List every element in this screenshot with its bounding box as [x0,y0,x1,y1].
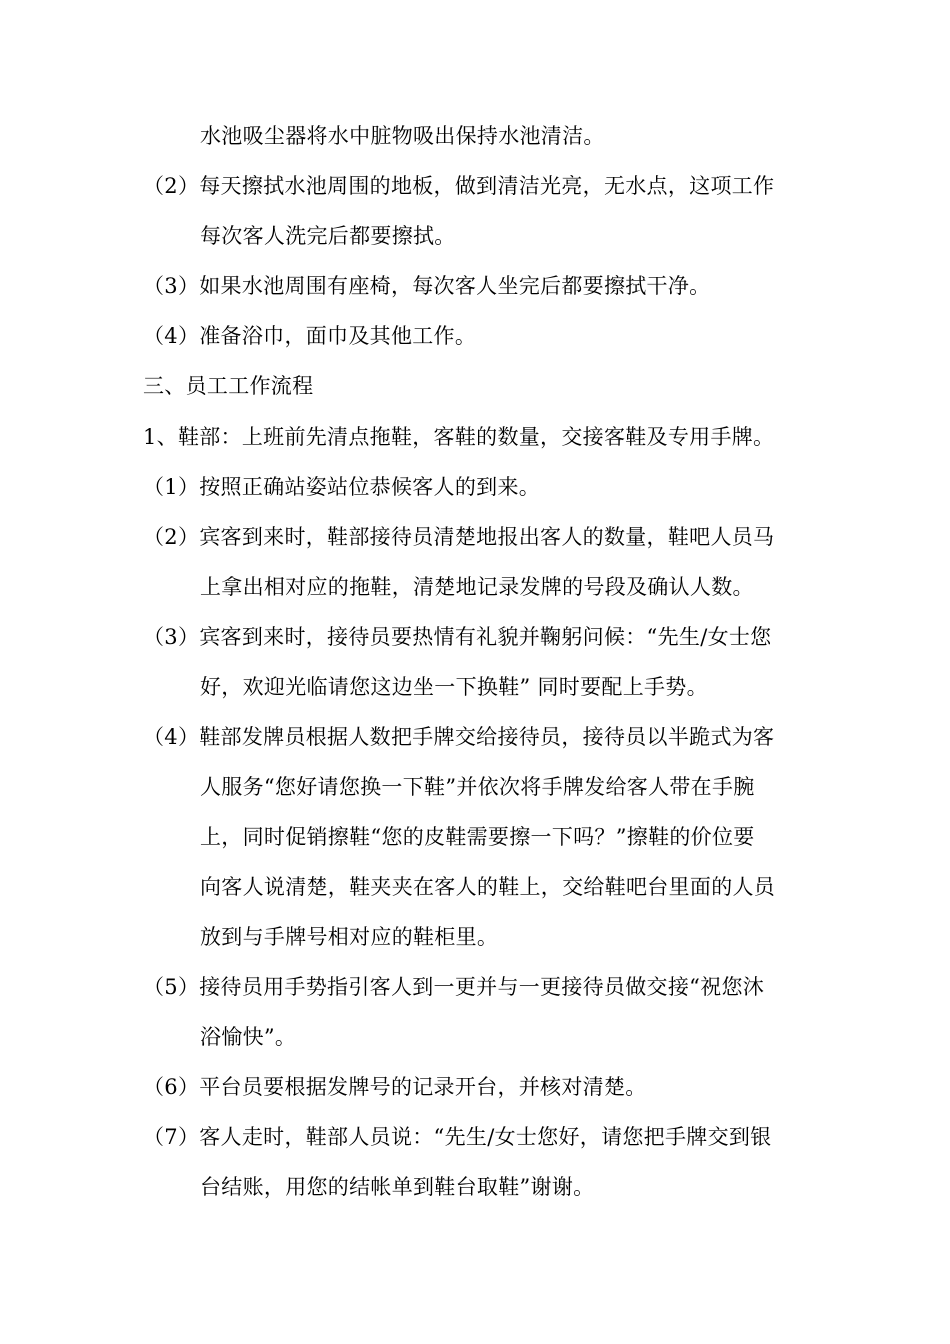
list-item-2: （2）每天擦拭水池周围的地板，做到清洁光亮，无水点，这项工作 [143,174,775,198]
paragraph-line: 上拿出相对应的拖鞋，清楚地记录发牌的号段及确认人数。 [200,575,754,599]
paragraph-line: 放到与手牌号相对应的鞋柜里。 [200,925,499,949]
subsection-heading: 1、鞋部：上班前先清点拖鞋，客鞋的数量，交接客鞋及专用手牌。 [143,425,775,449]
paragraph-line: 每次客人洗完后都要擦拭。 [200,224,456,248]
paragraph-line: 向客人说清楚，鞋夹夹在客人的鞋上，交给鞋吧台里面的人员 [200,875,776,899]
paragraph-line: 上，同时促销擦鞋“您的皮鞋需要擦一下吗？”擦鞋的价位要 [200,825,755,849]
paragraph-line: 台结账，用您的结帐单到鞋台取鞋”谢谢。 [200,1175,595,1199]
paragraph-line: 浴愉快”。 [200,1025,297,1049]
list-item-3: （3）宾客到来时，接待员要热情有礼貌并鞠躬问候：“先生/女士您 [143,625,772,649]
list-item-7: （7）客人走时，鞋部人员说：“先生/女士您好，请您把手牌交到银 [143,1125,772,1149]
paragraph-line: 人服务“您好请您换一下鞋”并依次将手牌发给客人带在手腕 [200,775,755,799]
paragraph-line: 好，欢迎光临请您这边坐一下换鞋” 同时要配上手势。 [200,675,708,699]
list-item-4: （4）鞋部发牌员根据人数把手牌交给接待员，接待员以半跪式为客 [143,725,775,749]
list-item-5: （5）接待员用手势指引客人到一更并与一更接待员做交接“祝您沐 [143,975,765,999]
list-item-3: （3）如果水池周围有座椅，每次客人坐完后都要擦拭干净。 [143,274,711,298]
paragraph-line: 水池吸尘器将水中脏物吸出保持水池清洁。 [200,124,605,148]
section-heading: 三、员工工作流程 [143,374,314,398]
list-item-1: （1）按照正确站姿站位恭候客人的到来。 [143,475,541,499]
list-item-2: （2）宾客到来时，鞋部接待员清楚地报出客人的数量，鞋吧人员马 [143,525,775,549]
list-item-6: （6）平台员要根据发牌号的记录开台，并核对清楚。 [143,1075,647,1099]
list-item-4: （4）准备浴巾，面巾及其他工作。 [143,324,477,348]
